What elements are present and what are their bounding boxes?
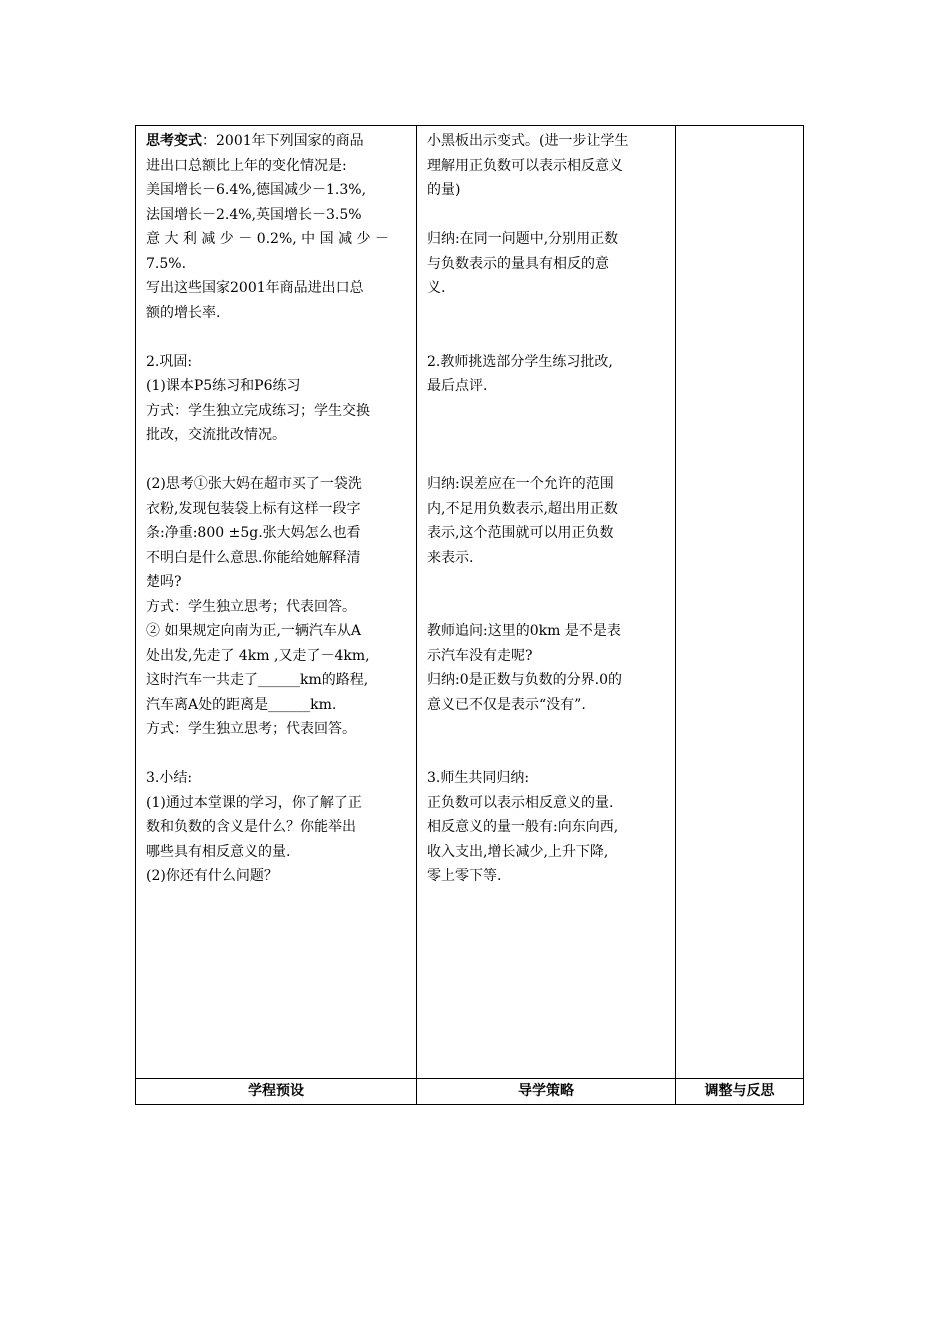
left-line <box>146 570 410 595</box>
left-line-text: 方式：学生独立思考；代表回答。 <box>146 721 356 737</box>
footer-guidance-strategy: 导学策略 <box>417 1079 676 1104</box>
left-line-text: 这时汽车一共走了______km的路程, <box>146 672 369 688</box>
middle-line <box>427 399 669 424</box>
guidance-strategy-column <box>417 126 676 1078</box>
left-line <box>146 497 410 522</box>
left-line <box>146 154 410 179</box>
left-line-text: 法国增长－2.4%,英国增长－3.5% <box>146 206 362 223</box>
left-line <box>146 350 410 375</box>
left-line <box>146 791 410 816</box>
left-line-text: 汽车离A处的距离是______km. <box>146 696 337 713</box>
middle-line: 示汽车没有走呢? <box>427 647 533 664</box>
middle-line: 小黑板出示变式。(进一步让学生 <box>427 133 629 149</box>
middle-line: 收入支出,增长减少,上升下降, <box>427 843 609 860</box>
middle-line: 正负数可以表示相反意义的量. <box>427 794 614 811</box>
middle-line: 3.师生共同归纳: <box>427 770 530 786</box>
middle-line: 教师追问:这里的0km 是不是表 <box>427 623 621 639</box>
left-line <box>146 693 410 718</box>
left-line <box>146 546 410 571</box>
middle-line <box>427 448 669 473</box>
left-line-text: 写出这些国家2001年商品进出口总 <box>146 280 364 296</box>
left-line-text: 衣粉,发现包装袋上标有这样一段字 <box>146 500 361 517</box>
left-line-bold: 思考变式 <box>146 133 202 149</box>
left-line-text: 方式：学生独立完成练习；学生交换 <box>146 402 370 419</box>
left-line <box>146 644 410 669</box>
left-line <box>146 252 410 277</box>
middle-line <box>427 742 669 767</box>
left-line-text: 处出发,先走了 4km ,又走了－4km, <box>146 647 370 664</box>
left-line <box>146 178 410 203</box>
middle-line: 2.教师挑选部分学生练习批改, <box>427 353 613 370</box>
footer-adjust-reflect: 调整与反思 <box>704 1083 775 1099</box>
left-line-text: 2.巩固: <box>146 353 193 370</box>
left-line-text: (1)通过本堂课的学习，你了解了正 <box>146 794 362 811</box>
middle-line <box>427 203 669 228</box>
middle-line <box>427 325 669 350</box>
middle-line: 内,不足用负数表示,超出用正数 <box>427 500 618 517</box>
middle-line <box>427 301 669 326</box>
left-line-text: 不明白是什么意思.你能给她解释清 <box>146 549 361 566</box>
left-line-text: ：2001年下列国家的商品 <box>202 133 364 149</box>
left-line <box>146 668 410 693</box>
reflection-column <box>676 126 803 1078</box>
left-line <box>146 717 410 742</box>
left-line <box>146 129 410 154</box>
left-line-text: 意 大 利 减 少 － 0.2%, 中 国 减 少 － <box>146 231 389 247</box>
left-line-text: 方式：学生独立思考；代表回答。 <box>146 598 356 615</box>
left-line <box>146 742 410 767</box>
left-line <box>146 840 410 865</box>
left-line-text: 进出口总额比上年的变化情况是: <box>146 157 347 174</box>
left-line <box>146 815 410 840</box>
middle-line: 归纳:0是正数与负数的分界.0的 <box>427 672 622 688</box>
left-line-text: 3.小结: <box>146 770 193 786</box>
left-line-text: (1)课本P5练习和P6练习 <box>146 378 301 394</box>
left-line <box>146 766 410 791</box>
middle-line <box>427 717 669 742</box>
left-line-text: 哪些具有相反意义的量. <box>146 843 291 860</box>
study-process-text <box>146 129 410 889</box>
middle-line: 表示,这个范围就可以用正负数 <box>427 525 614 541</box>
left-line <box>146 227 410 252</box>
middle-line: 意义已不仅是表示“没有”. <box>427 696 586 713</box>
lesson-plan-table <box>135 125 804 1105</box>
left-line-text: ② 如果规定向南为正,一辆汽车从A <box>146 623 362 639</box>
left-line-text: (2)你还有什么问题？ <box>146 868 278 884</box>
middle-line: 零上零下等. <box>427 868 502 884</box>
middle-line: 相反意义的量一般有:向东向西, <box>427 819 619 835</box>
middle-line: 义. <box>427 280 446 296</box>
left-line <box>146 619 410 644</box>
middle-line <box>427 570 669 595</box>
left-line <box>146 595 410 620</box>
left-line <box>146 448 410 473</box>
left-line-text: 数和负数的含义是什么？你能举出 <box>146 819 356 835</box>
left-line <box>146 399 410 424</box>
left-line <box>146 325 410 350</box>
footer-study-process: 学程预设 <box>136 1079 417 1104</box>
left-line-text: 条:净重:800 ±5g.张大妈怎么也看 <box>146 525 361 541</box>
left-line-text: 额的增长率. <box>146 304 221 321</box>
left-line <box>146 276 410 301</box>
left-line-text: 美国增长－6.4%,德国减少－1.3%, <box>146 182 367 198</box>
middle-line: 来表示. <box>427 549 474 566</box>
table-footer-row <box>136 1078 803 1104</box>
left-line <box>146 374 410 399</box>
guidance-strategy-text <box>427 129 669 889</box>
middle-line <box>427 423 669 448</box>
middle-line: 与负数表示的量具有相反的意 <box>427 255 609 272</box>
left-line <box>146 864 410 889</box>
left-line <box>146 472 410 497</box>
middle-line: 理解用正负数可以表示相反意义 <box>427 157 623 174</box>
left-line-text: 批改，交流批改情况。 <box>146 427 286 443</box>
left-line <box>146 203 410 228</box>
left-line-text: (2)思考①张大妈在超市买了一袋洗 <box>146 476 362 492</box>
middle-line: 归纳:在同一问题中,分别用正数 <box>427 231 619 247</box>
left-line-text: 7.5%. <box>146 255 187 272</box>
middle-line <box>427 595 669 620</box>
middle-line: 归纳:误差应在一个允许的范围 <box>427 476 614 492</box>
left-line <box>146 423 410 448</box>
study-process-column <box>136 126 417 1078</box>
left-line-text: 楚吗? <box>146 574 182 590</box>
middle-line: 的量) <box>427 182 461 198</box>
left-line <box>146 301 410 326</box>
middle-line: 最后点评. <box>427 378 488 394</box>
left-line <box>146 521 410 546</box>
